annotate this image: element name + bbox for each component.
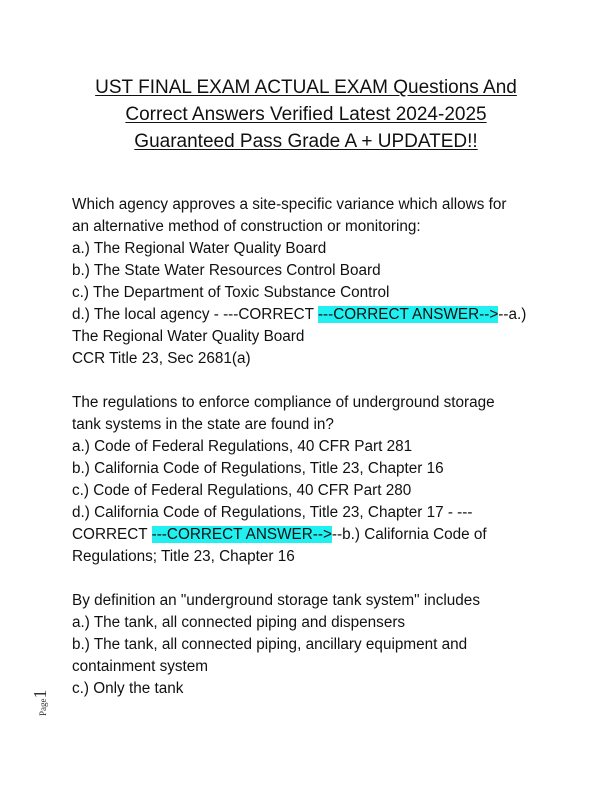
q2-answer-line-1 xyxy=(72,524,552,546)
paragraph-gap xyxy=(72,568,552,590)
q2-answer-correct-text: CORRECT xyxy=(72,526,152,543)
q1-answer-prefix: --a.) xyxy=(498,306,527,323)
q2-answer-text: --b.) California Code of xyxy=(331,526,487,543)
q1-correct-answer-marker: ---CORRECT ANSWER--> xyxy=(317,306,499,323)
q2-option-b: b.) California Code of Regulations, Title 23, Chapter 16 xyxy=(72,460,444,477)
q2-stem-line-2: tank systems in the state are found in? xyxy=(72,416,334,433)
q3-option-b-line-1: b.) The tank, all connected piping, ancillary equipment and xyxy=(72,636,468,653)
question-2 xyxy=(72,392,552,568)
title-line-1: UST FINAL EXAM ACTUAL EXAM Questions And xyxy=(95,77,517,98)
q2-option-c: c.) Code of Federal Regulations, 40 CFR Part 280 xyxy=(72,482,412,499)
q1-option-b: b.) The State Water Resources Control Board xyxy=(72,262,381,279)
q2-stem-line-1: The regulations to enforce compliance of underground storage xyxy=(72,394,495,411)
q1-stem-line-2: an alternative method of construction or monitoring: xyxy=(72,218,421,235)
q1-answer-line-2: CCR Title 23, Sec 2681(a) xyxy=(72,350,251,367)
q1-option-d xyxy=(72,304,552,326)
q2-correct-answer-marker: ---CORRECT ANSWER--> xyxy=(151,526,332,543)
q3-option-c: c.) Only the tank xyxy=(72,680,184,697)
q1-stem-line-1: Which agency approves a site-specific variance which allows for xyxy=(72,196,507,213)
document-body xyxy=(72,194,552,700)
q2-option-a: a.) Code of Federal Regulations, 40 CFR Part 281 xyxy=(72,438,413,455)
question-3 xyxy=(72,590,552,700)
q1-option-d-text: d.) The local agency - ---CORRECT xyxy=(72,306,318,323)
title-line-3: Guaranteed Pass Grade A + UPDATED!! xyxy=(134,131,478,152)
q2-option-d: d.) California Code of Regulations, Title 23, Chapter 17 - --- xyxy=(72,504,473,521)
q3-option-a: a.) The tank, all connected piping and dispensers xyxy=(72,614,406,631)
title-line-2: Correct Answers Verified Latest 2024-2025 xyxy=(125,104,487,125)
q3-option-b-line-2: containment system xyxy=(72,658,209,675)
paragraph-gap xyxy=(72,370,552,392)
document-title xyxy=(60,74,552,155)
q2-answer-line-2: Regulations; Title 23, Chapter 16 xyxy=(72,548,295,565)
q1-option-a: a.) The Regional Water Quality Board xyxy=(72,240,327,257)
page-number xyxy=(30,690,51,717)
question-1 xyxy=(72,194,552,370)
page-number-value: 1 xyxy=(30,689,50,699)
q1-answer-line-1: The Regional Water Quality Board xyxy=(72,328,305,345)
q3-stem-line-1: By definition an "underground storage tank system" includes xyxy=(72,592,480,609)
page-label: Page xyxy=(38,698,48,716)
q1-option-c: c.) The Department of Toxic Substance Control xyxy=(72,284,390,301)
